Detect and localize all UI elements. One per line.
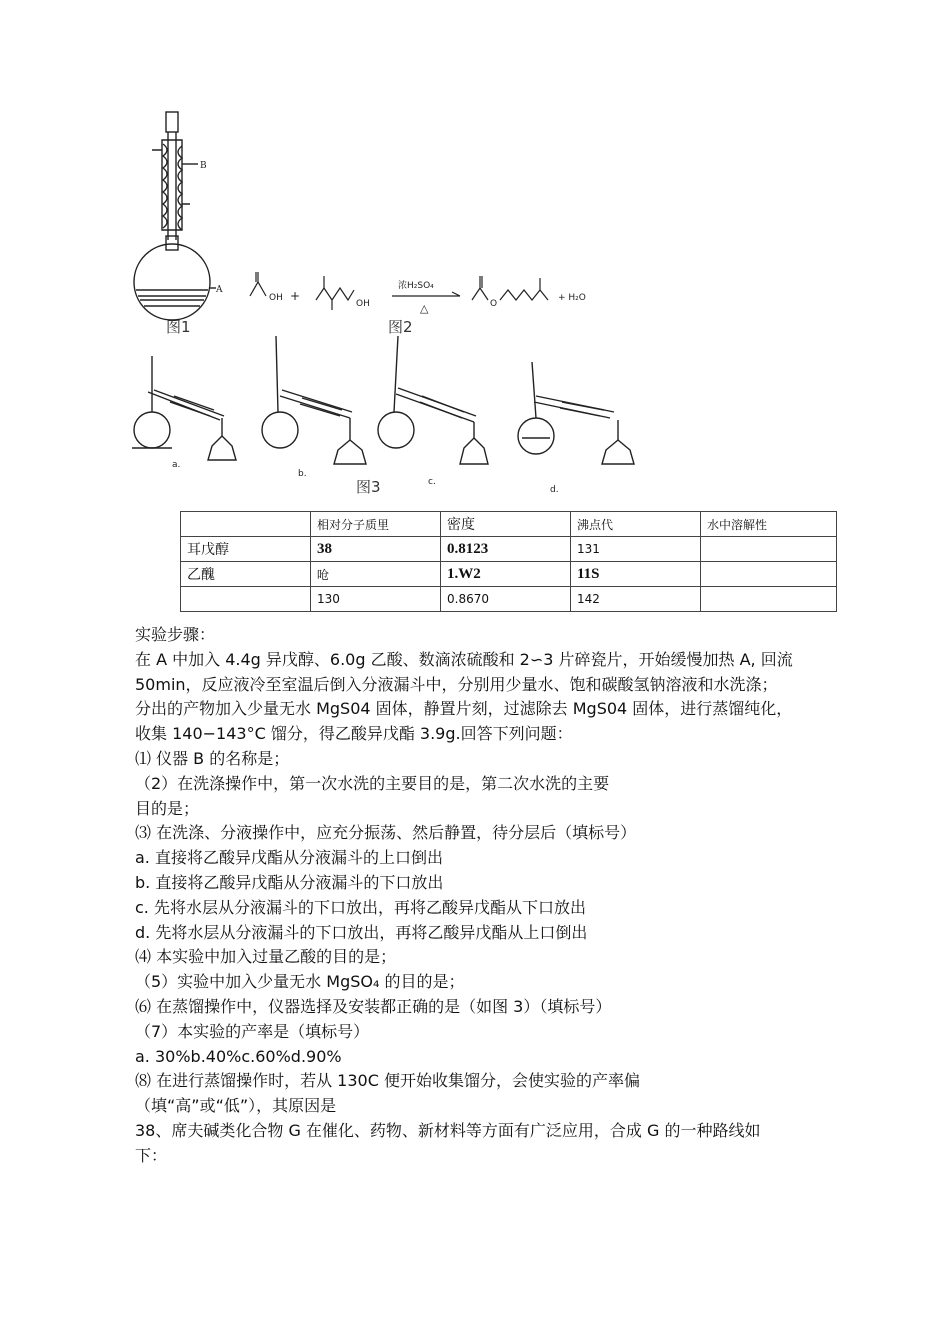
- apparatus-figure: [130, 100, 750, 500]
- properties-table: [180, 511, 836, 612]
- text-line: a. 直接将乙酸异戊酯从分液漏斗的上口倒出: [135, 848, 443, 868]
- text-line: 目的是；: [135, 798, 200, 818]
- table-cell: 耳戊醇: [181, 537, 311, 562]
- text-line: （填“高”或“低”），其原因是: [135, 1096, 337, 1116]
- text-line: ⑹ 在蒸馏操作中，仪器选择及安装都正确的是（如图 3）（填标号）: [135, 996, 612, 1016]
- fig2-caption: 图2: [388, 318, 413, 336]
- table-cell: 0.8123: [441, 537, 571, 562]
- text-line: 在 A 中加入 4.4g 异戊醇、6.0g 乙酸、数滴浓硫酸和 2∽3 片碎瓷片，开始缓慢加热 A, 回流: [135, 649, 793, 669]
- table-cell: 0.8670: [441, 587, 571, 612]
- distillation-apparatus-d: [518, 362, 634, 464]
- text-line: 实验步骤：: [135, 625, 216, 644]
- table-header-cell: 密度: [441, 512, 571, 537]
- table-cell: 呛: [311, 562, 441, 587]
- figure-area: [130, 100, 750, 500]
- table-cell: [701, 562, 837, 587]
- reflux-apparatus-icon: [134, 112, 216, 320]
- table-cell: [181, 587, 311, 612]
- apparatus-label-b: b.: [298, 469, 307, 479]
- fig3-caption: 图3: [356, 478, 381, 496]
- table-cell: [181, 512, 311, 537]
- apparatus-label-a: a.: [172, 460, 181, 470]
- reaction-scheme: [250, 272, 586, 315]
- apparatus-label-d: d.: [550, 485, 559, 495]
- condition-acid: 浓H₂SO₄: [398, 281, 434, 291]
- label-B: B: [200, 161, 207, 171]
- distillation-apparatus-c: [378, 336, 488, 464]
- table-header-cell: 水中溶解性: [701, 512, 837, 537]
- text-line: 下：: [135, 1145, 168, 1165]
- fig1-caption: 图1: [166, 318, 191, 336]
- table-cell: 11S: [571, 562, 701, 587]
- label-A: A: [216, 285, 223, 295]
- text-line: a. 30%b.40%c.60%d.90%: [135, 1046, 342, 1066]
- table-header-row: [181, 512, 837, 537]
- table-header-cell: 相对分子质里: [311, 512, 441, 537]
- text-line: b. 直接将乙酸异戊酯从分液漏斗的下口放出: [135, 872, 444, 892]
- reactant2-oh: OH: [356, 299, 370, 309]
- question-text: [135, 623, 895, 1169]
- text-line: （7）本实验的产率是（填标号）: [135, 1021, 370, 1041]
- text-line: ⑷ 本实验中加入过量乙酸的目的是；: [135, 947, 397, 967]
- product-water: + H₂O: [558, 293, 586, 303]
- distillation-apparatus-b: [262, 336, 366, 464]
- text-line: 38、席夫碱类化合物 G 在催化、药物、新材料等方面有广泛应用，合成 G 的一种路线如: [135, 1120, 761, 1140]
- reactant1-oh: OH: [269, 293, 283, 303]
- text-line: ⑶ 在洗涤、分液操作中，应充分振荡、然后静置，待分层后（填标号）: [135, 823, 637, 843]
- text-line: 50min，反应液冷至室温后倒入分液漏斗中，分别用少量水、饱和碳酸氢钠溶液和水洗涤；: [135, 674, 778, 694]
- table-row: [181, 562, 837, 587]
- table-cell: 131: [571, 537, 701, 562]
- text-line: 收集 140−143°C 馏分，得乙酸异戊酯 3.9g.回答下列问题：: [135, 724, 573, 744]
- table-cell: 142: [571, 587, 701, 612]
- table-row: [181, 587, 837, 612]
- table-cell: [701, 587, 837, 612]
- text-line: c. 先将水层从分液漏斗的下口放出，再将乙酸异戊酯从下口放出: [135, 897, 586, 917]
- table-cell: 130: [311, 587, 441, 612]
- table-cell: [701, 537, 837, 562]
- text-line: （5）实验中加入少量无水 MgSO₄ 的目的是；: [135, 972, 465, 992]
- table-header-cell: 沸点代: [571, 512, 701, 537]
- text-line: d. 先将水层从分液漏斗的下口放出，再将乙酸异戊酯从上口倒出: [135, 922, 588, 942]
- table-row: [181, 537, 837, 562]
- apparatus-label-c: c.: [428, 477, 436, 487]
- product-o: O: [490, 299, 498, 309]
- table-cell: 38: [311, 537, 441, 562]
- table-cell: 乙醜: [181, 562, 311, 587]
- text-line: ⑴ 仪器 B 的名称是；: [135, 748, 290, 768]
- text-line: 分出的产物加入少量无水 MgS04 固体，静置片刻，过滤除去 MgS04 固体，进行蒸馏纯化，: [135, 699, 793, 719]
- table-cell: 1.W2: [441, 562, 571, 587]
- condition-heat: △: [420, 302, 429, 315]
- text-line: （2）在洗涤操作中，第一次水洗的主要目的是，第二次水洗的主要: [135, 773, 610, 793]
- distillation-apparatus-a: [132, 356, 236, 460]
- plus-sign: +: [290, 289, 301, 303]
- text-line: ⑻ 在进行蒸馏操作时，若从 130C 便开始收集馏分，会使实验的产率偏: [135, 1071, 640, 1091]
